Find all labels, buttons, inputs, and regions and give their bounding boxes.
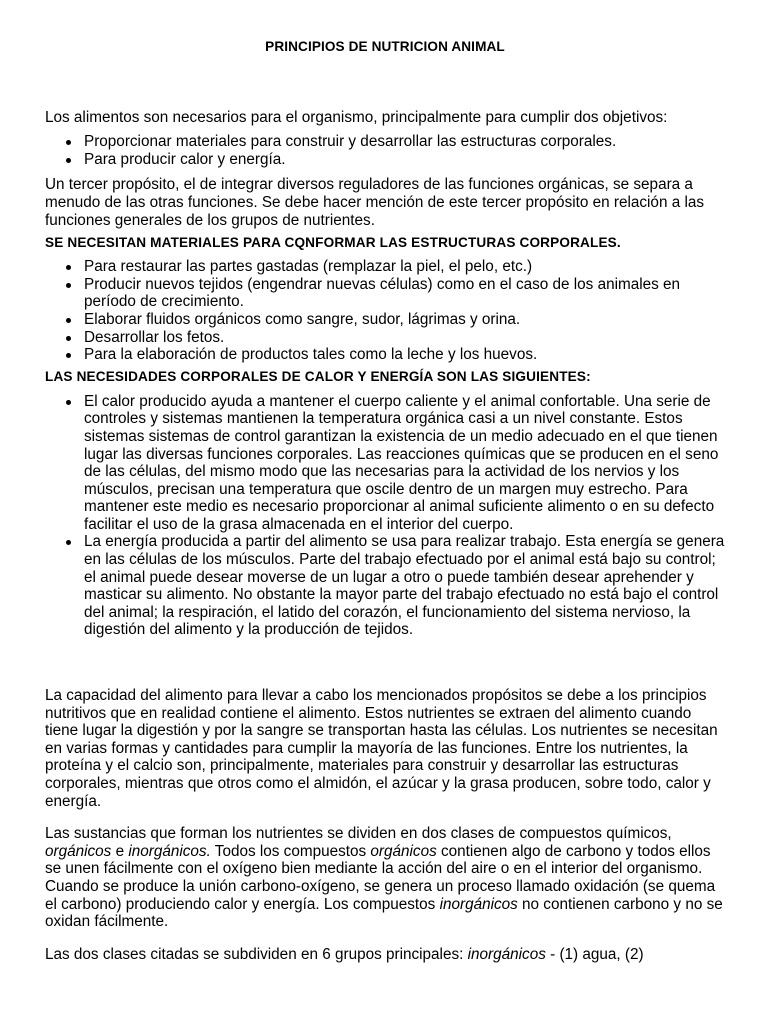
document-page [45, 38, 725, 963]
list-item: Producir nuevos tejidos (engendrar nuevas células) como en el caso de los animales en período de crecimiento. [84, 276, 725, 311]
section-heading-energy: LAS NECESIDADES CORPORALES DE CALOR Y ENERGÍA SON LAS SIGUIENTES: [45, 368, 591, 384]
list-item: El calor producido ayuda a mantener el cuerpo caliente y el animal confortable. Una serie de controles y sistemas mantienen la temperatura orgánica casi a un nivel constante. Estos sistemas sistemas de control garantizan la existencia de un medio adecuado en el que tienen lugar las diversas funciones corporales. Las reacciones químicas que se producen en el seno de las células, del mismo modo que las necesarias para la actividad de los nervios y los músculos, precisan una temperatura que oscile dentro de un margen muy estrecho. Para mantener este medio es necesario proporcionar al animal suficiente alimento o en su defecto facilitar el uso de la grasa almacenada en el interior del cuerpo. [84, 393, 725, 534]
document-title: PRINCIPIOS DE NUTRICION ANIMAL [265, 39, 505, 54]
groups-paragraph: Las dos clases citadas se subdividen en 6 grupos principales: inorgánicos - (1) agua, (2) [45, 945, 644, 963]
list-item: Desarrollar los fetos. [84, 329, 725, 347]
energy-list [45, 393, 725, 639]
materials-list [45, 258, 725, 364]
list-item: Proporcionar materiales para construir y desarrollar las estructuras corporales. [84, 133, 725, 151]
list-item: Para producir calor y energía. [84, 151, 725, 169]
list-item: La energía producida a partir del alimento se usa para realizar trabajo. Esta energía se genera en las células de los músculos. Parte del trabajo efectuado por el animal está bajo su control; el animal puede desear moverse de un lugar a otro o puede también desear aprehender y masticar su alimento. No obstante la mayor parte del trabajo efectuado no está bajo el control del animal; la respiración, el latido del corazón, el funcionamiento del sistema nervioso, la digestión del alimento y la producción de tejidos. [84, 533, 725, 639]
section-heading-materials: SE NECESITAN MATERIALES PARA CQNFORMAR LAS ESTRUCTURAS CORPORALES. [45, 235, 621, 251]
objectives-list [45, 133, 725, 168]
list-item: Para la elaboración de productos tales como la leche y los huevos. [84, 346, 725, 364]
substances-paragraph: Las sustancias que forman los nutrientes se dividen en dos clases de compuestos químicos, orgánicos e inorgánicos. Todos los compuestos orgánicos contienen algo de carbono y todos ellos se unen fácilmente con el oxígeno bien mediante la acción del aire o en el interior del organismo. Cuando se produce la unión carbono-oxígeno, se genera un proceso llamado oxidación (se quema el carbono) produciendo calor y energía. Los compuestos inorgánicos no contienen carbono y no se oxidan fácilmente. [45, 825, 723, 931]
list-item: Elaborar fluidos orgánicos como sangre, sudor, lágrimas y orina. [84, 311, 725, 329]
list-item: Para restaurar las partes gastadas (remplazar la piel, el pelo, etc.) [84, 258, 725, 276]
capacity-paragraph: La capacidad del alimento para llevar a cabo los mencionados propósitos se debe a los principios nutritivos que en realidad contiene el alimento. Estos nutrientes se extraen del alimento cuando tiene lugar la digestión y por la sangre se transportan hasta las células. Los nutrientes se necesitan en varias formas y cantidades para cumplir la mayoría de las funciones. Entre los nutrientes, la proteína y el calcio son, principalmente, materiales para construir y desarrollar las estructuras corporales, mientras que otros como el almidón, el azúcar y la grasa producen, sobre todo, calor y energía. [45, 687, 718, 810]
third-purpose-paragraph: Un tercer propósito, el de integrar diversos reguladores de las funciones orgánicas, se separa a menudo de las otras funciones. Se debe hacer mención de este tercer propósito en relación a las funciones generales de los grupos de nutrientes. [45, 176, 705, 229]
intro-paragraph: Los alimentos son necesarios para el organismo, principalmente para cumplir dos objetivos: [45, 108, 668, 126]
